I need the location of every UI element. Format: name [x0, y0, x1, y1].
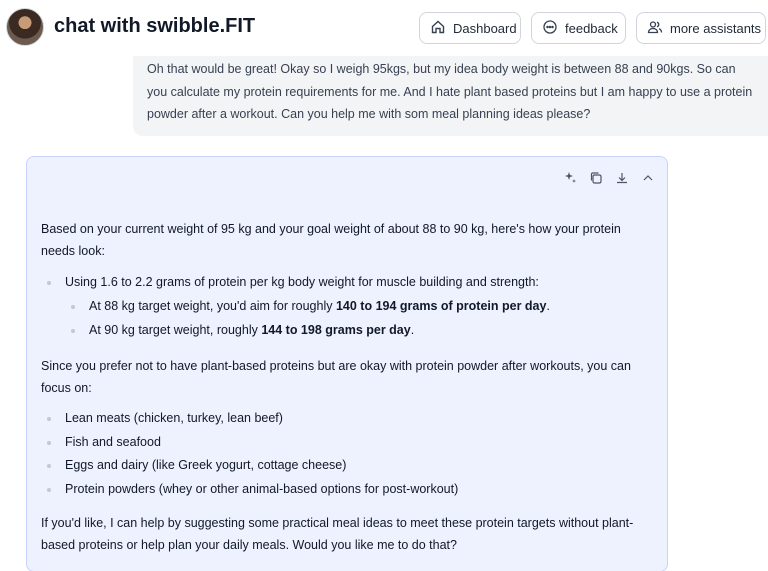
feedback-label: feedback — [565, 20, 618, 36]
dashboard-label: Dashboard — [453, 20, 517, 36]
download-icon[interactable] — [615, 171, 629, 185]
home-icon — [430, 19, 446, 38]
protein-list — [41, 272, 550, 344]
avatar — [6, 8, 44, 46]
food-list — [41, 408, 458, 502]
header — [0, 0, 768, 56]
list-item: Eggs and dairy (like Greek yogurt, cottage cheese) — [41, 455, 458, 475]
list-item: Lean meats (chicken, turkey, lean beef) — [41, 408, 458, 428]
more-assistants-button[interactable] — [636, 12, 766, 44]
page-title: chat with swibble.FIT — [54, 15, 256, 37]
chevron-up-icon[interactable] — [641, 171, 655, 185]
list-item — [65, 320, 550, 340]
users-icon — [647, 19, 663, 38]
assistant-message — [26, 156, 668, 571]
sparkle-icon[interactable] — [563, 171, 577, 185]
chat-bubble-icon — [542, 19, 558, 38]
list-item: Protein powders (whey or other animal-based options for post-workout) — [41, 479, 458, 499]
list-item-text: At 90 kg target weight, roughly — [89, 323, 262, 337]
dashboard-button[interactable] — [419, 12, 521, 44]
list-item-text: Using 1.6 to 2.2 grams of protein per kg body weight for muscle building and strength: — [65, 275, 539, 289]
copy-icon[interactable] — [589, 171, 603, 185]
list-item-text: . — [410, 323, 415, 337]
protein-range-90kg: 144 to 198 grams per day — [261, 323, 411, 337]
sub-list — [65, 296, 550, 340]
user-message-text: Oh that would be great! Okay so I weigh 95kgs, but my idea body weight is between 88 and 90kgs. So can you calculate my protein requirements for me. And I hate plant based proteins but I am happy to use a protein powder after a workout. Can you help me with som meal planning ideas please? — [147, 62, 753, 121]
message-toolbar — [563, 171, 655, 185]
protein-range-88kg: 140 to 194 grams of protein per day — [335, 299, 547, 313]
list-item-text: . — [546, 299, 550, 313]
list-item — [65, 296, 550, 316]
feedback-button[interactable] — [531, 12, 626, 44]
list-item — [41, 272, 550, 340]
assistant-paragraph: Since you prefer not to have plant-based proteins but are okay with protein powder after workouts, you can focus on: — [41, 359, 631, 395]
assistant-paragraph: If you'd like, I can help by suggesting some practical meal ideas to meet these protein targets without plant-based proteins or help plan your daily meals. Would you like me to do that? — [41, 516, 634, 552]
list-item: Fish and seafood — [41, 432, 458, 452]
more-assistants-label: more assistants — [670, 20, 762, 36]
assistant-paragraph: Based on your current weight of 95 kg and your goal weight of about 88 to 90 kg, here's how your protein needs look: — [41, 222, 621, 258]
list-item-text: At 88 kg target weight, you'd aim for roughly — [89, 299, 336, 313]
